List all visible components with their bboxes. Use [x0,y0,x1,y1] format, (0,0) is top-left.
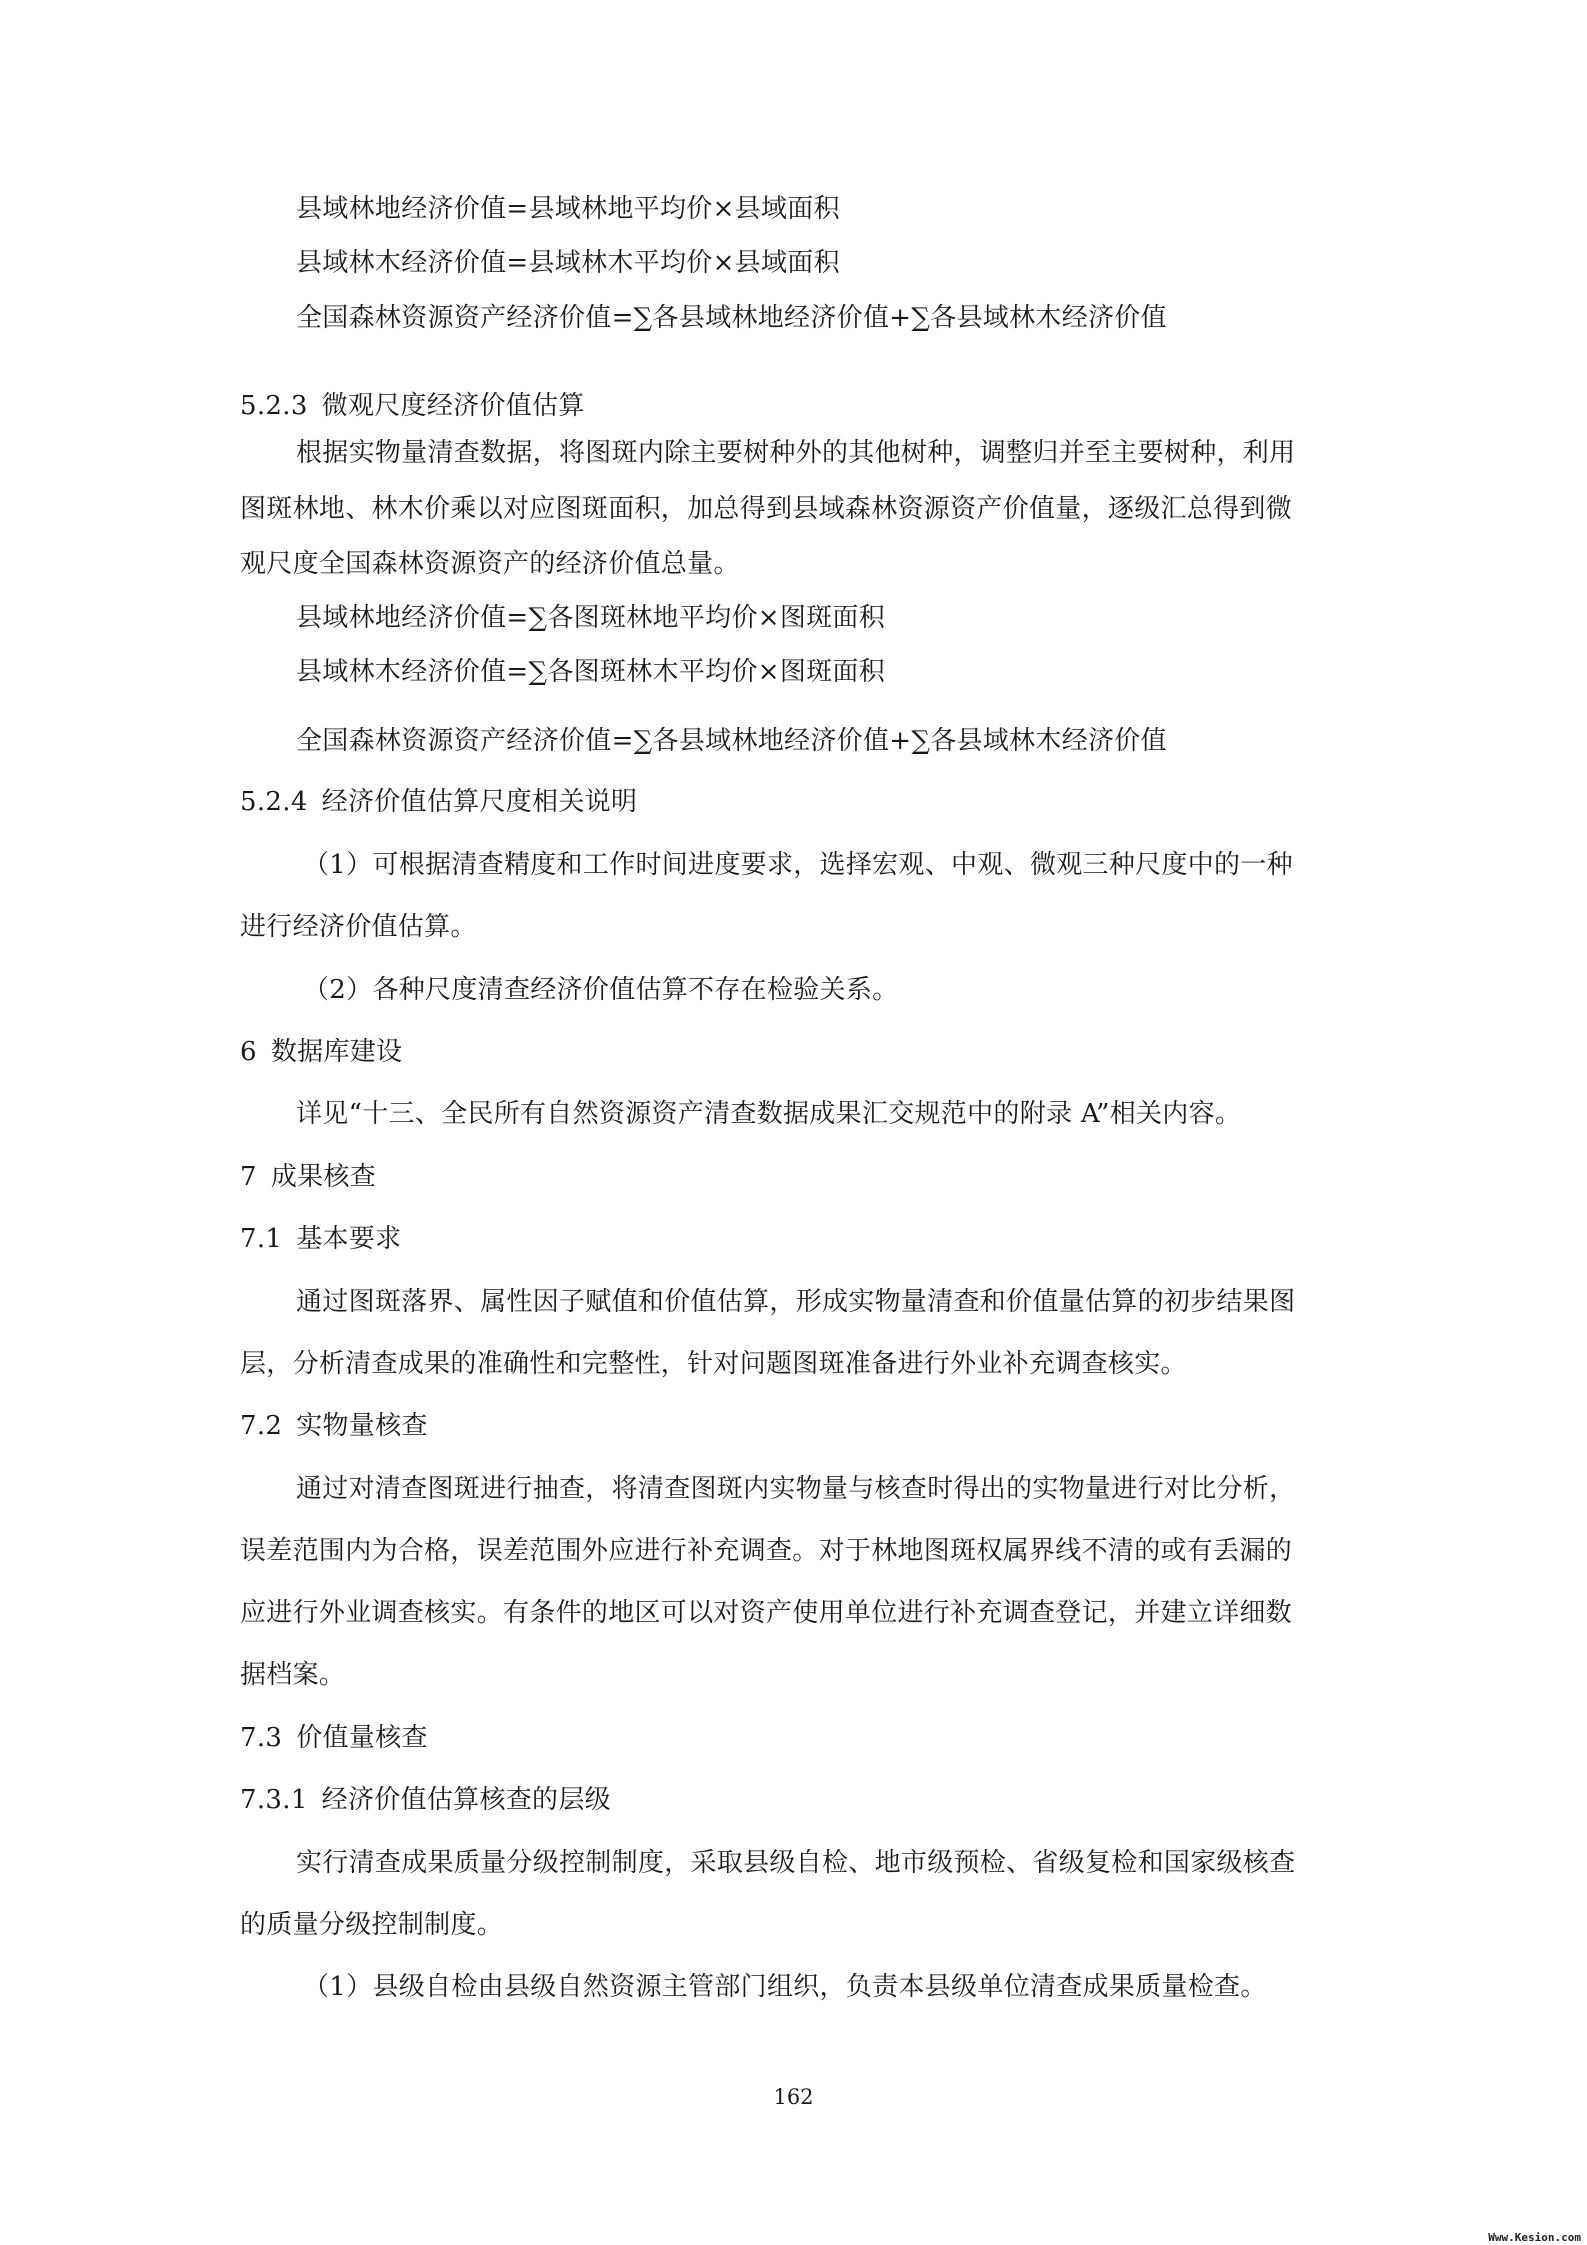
formula-line: 县域林地经济价值=∑各图斑林地平均价×图斑面积 [296,603,886,633]
section-heading [240,1039,402,1065]
section-heading [240,1164,376,1190]
section-number: 7.1 [240,1224,283,1254]
paragraph-line: （2）各种尺度清查经济价值估算不存在检验关系。 [303,975,899,1005]
section-heading [240,1725,428,1751]
section-title: 经济价值估算尺度相关说明 [321,787,638,817]
section-title: 价值量核查 [296,1723,428,1753]
section-heading [240,1226,401,1252]
formula-line: 县域林木经济价值=县域林木平均价×县域面积 [296,248,840,278]
paragraph-line: （1）可根据清查精度和工作时间进度要求，选择宏观、中观、微观三种尺度中的一种 [303,850,1293,880]
paragraph-line: 通过对清查图斑进行抽查，将清查图斑内实物量与核查时得出的实物量进行对比分析， [296,1474,1296,1504]
section-heading [240,393,585,419]
section-title: 经济价值估算核查的层级 [321,1785,611,1815]
section-title: 成果核查 [270,1162,377,1192]
section-number: 6 [240,1037,257,1067]
paragraph-line: 层，分析清查成果的准确性和完整性，针对问题图斑准备进行外业补充调查核实。 [240,1349,1187,1379]
section-number: 7.2 [240,1411,283,1441]
paragraph-line: 观尺度全国森林资源资产的经济价值总量。 [240,549,740,579]
formula-line: 县域林木经济价值=∑各图斑林木平均价×图斑面积 [296,657,886,687]
paragraph-line: （1）县级自检由县级自然资源主管部门组织，负责本县级单位清查成果质量检查。 [303,1972,1267,2002]
paragraph-line: 的质量分级控制制度。 [240,1910,504,1940]
paragraph-line: 详见“十三、全民所有自然资源资产清查数据成果汇交规范中的附录 A”相关内容。 [296,1099,1242,1129]
section-number: 7.3.1 [240,1785,308,1815]
paragraph-line: 进行经济价值估算。 [240,912,477,942]
section-heading [240,1413,428,1439]
section-number: 5.2.4 [240,787,308,817]
section-title: 数据库建设 [270,1037,403,1067]
formula-line: 县域林地经济价值=县域林地平均价×县域面积 [296,194,840,224]
paragraph-line: 图斑林地、林木价乘以对应图斑面积，加总得到县域森林资源资产价值量，逐级汇总得到微 [240,494,1293,524]
section-title: 实物量核查 [296,1411,428,1441]
paragraph-line: 通过图斑落界、属性因子赋值和价值估算，形成实物量清查和价值量估算的初步结果图 [296,1287,1296,1317]
section-number: 5.2.3 [240,391,308,421]
section-title: 基本要求 [296,1224,402,1254]
paragraph-line: 据档案。 [240,1660,346,1690]
paragraph-line: 根据实物量清查数据，将图斑内除主要树种外的其他树种，调整归并至主要树种，利用 [296,438,1296,468]
section-heading [240,789,637,815]
paragraph-line: 误差范围内为合格，误差范围外应进行补充调查。对于林地图斑权属界线不清的或有丢漏的 [240,1536,1293,1566]
watermark: Www.Kesion.com [1488,2231,1581,2244]
section-number: 7.3 [240,1723,283,1753]
paragraph-line: 实行清查成果质量分级控制制度，采取县级自检、地市级预检、省级复检和国家级核查 [296,1848,1296,1878]
formula-line: 全国森林资源资产经济价值=∑各县域林地经济价值+∑各县域林木经济价值 [296,303,1167,333]
section-heading [240,1787,611,1813]
paragraph-line: 应进行外业调查核实。有条件的地区可以对资产使用单位进行补充调查登记，并建立详细数 [240,1598,1293,1628]
section-title: 微观尺度经济价值估算 [321,391,585,421]
section-number: 7 [240,1162,257,1192]
page-number: 162 [773,2085,814,2109]
formula-line: 全国森林资源资产经济价值=∑各县域林地经济价值+∑各县域林木经济价值 [296,726,1167,756]
